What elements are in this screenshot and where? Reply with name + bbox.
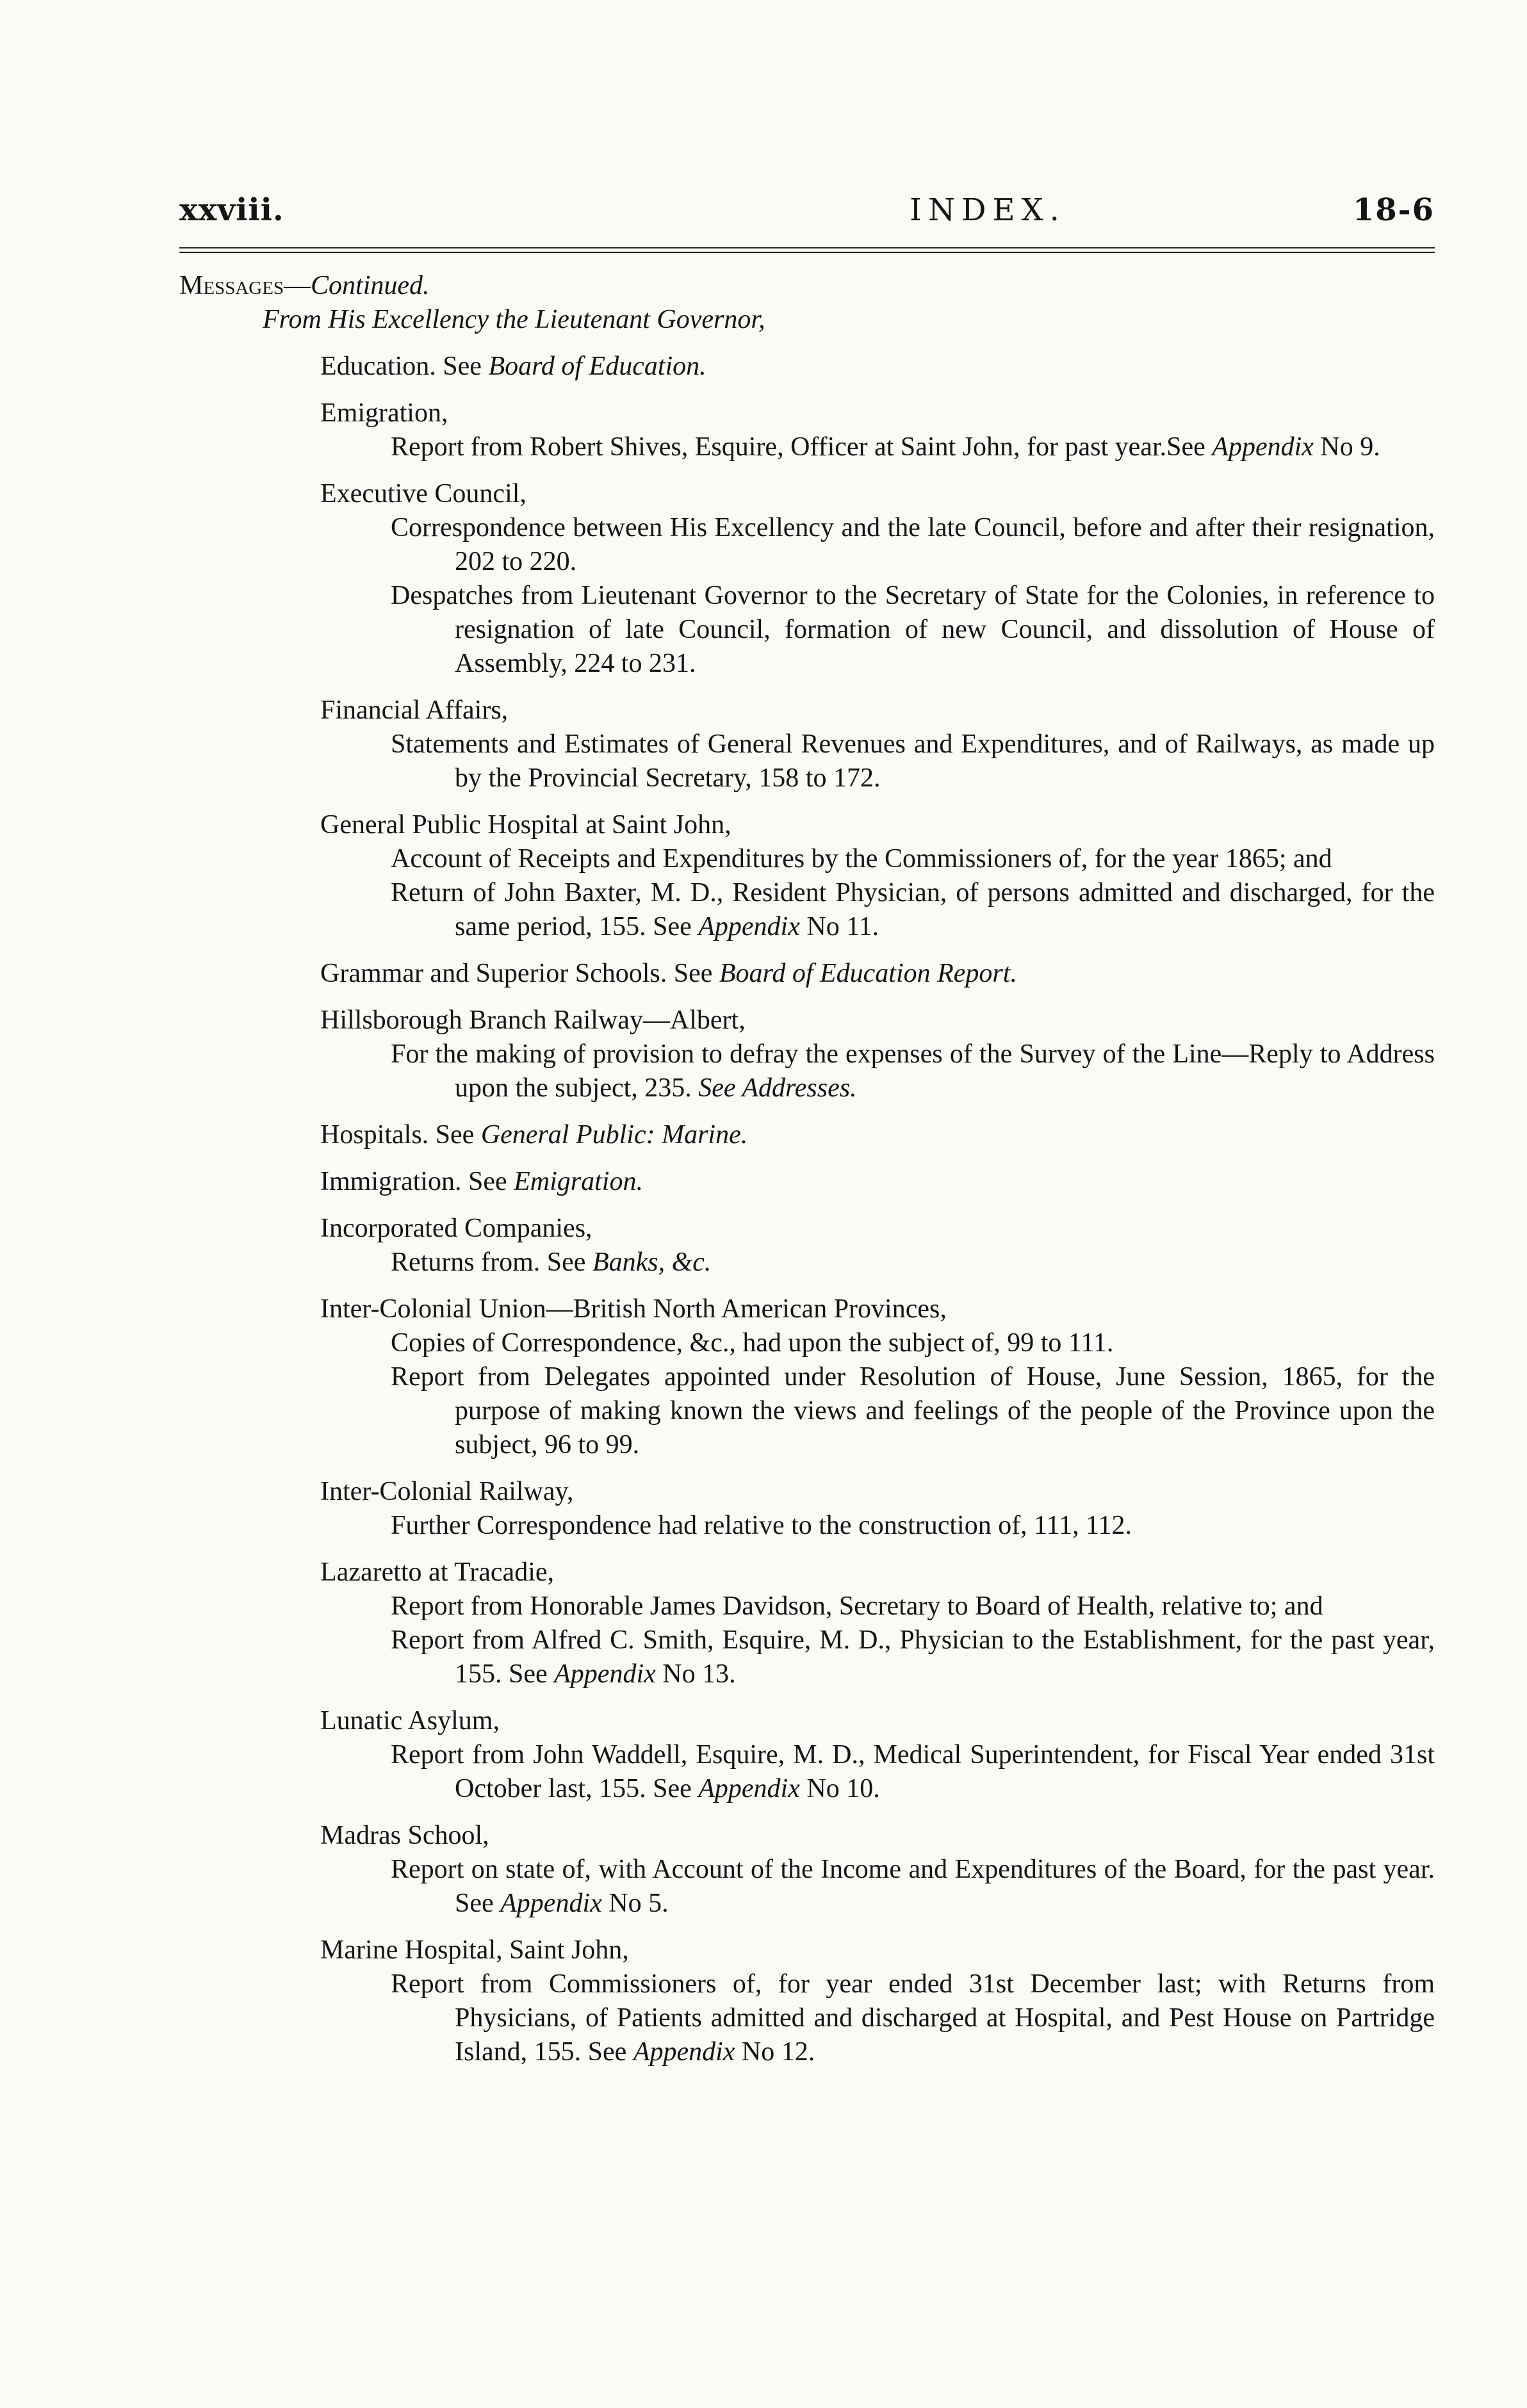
entry-title-text: Grammar and Superior Schools. bbox=[320, 959, 667, 988]
see-reference: General Public: Marine. bbox=[480, 1120, 748, 1150]
page-header bbox=[179, 192, 1435, 237]
see-reference: Board of Education Report. bbox=[719, 959, 1017, 988]
entry-title bbox=[320, 1292, 1435, 1326]
entry-item-text: Report from John Waddell, Esquire, M. D., Medical Superintendent, for Fiscal Year ended 31st October last, 155. bbox=[391, 1740, 1435, 1803]
see-label: See bbox=[673, 959, 719, 988]
entry-title-text: Inter-Colonial Railway, bbox=[320, 1477, 574, 1506]
see-tail: No 12. bbox=[735, 2037, 815, 2067]
entry-title-text: Hillsborough Branch Railway—Albert, bbox=[320, 1005, 746, 1035]
entry-title bbox=[320, 1556, 1435, 1590]
see-reference: Banks, &c. bbox=[592, 1248, 712, 1277]
entry-item bbox=[391, 511, 1435, 579]
entry-title-text: Inter-Colonial Union—British North American Provinces, bbox=[320, 1294, 947, 1324]
entry-item-text: Returns from. bbox=[391, 1248, 541, 1277]
entry-title-text: Lazaretto at Tracadie, bbox=[320, 1558, 554, 1587]
entry-item bbox=[391, 1623, 1435, 1691]
see-label: See bbox=[455, 1889, 501, 1918]
entry-item bbox=[391, 1853, 1435, 1921]
entry-item bbox=[391, 1590, 1435, 1623]
entry-item bbox=[391, 1246, 1435, 1280]
entry-title-text: General Public Hospital at Saint John, bbox=[320, 810, 731, 840]
entry-item-text: Account of Receipts and Expenditures by the Commissioners of, for the year 1865; and bbox=[391, 844, 1332, 874]
entry-item-text: Return of John Baxter, M. D., Resident Physician, of persons admitted and discharged, for the same period, 155. bbox=[391, 878, 1435, 941]
see-reference: Appendix bbox=[500, 1889, 602, 1918]
entry-item bbox=[391, 1037, 1435, 1105]
entry-title bbox=[320, 350, 1435, 384]
see-label: See bbox=[468, 1167, 514, 1196]
see-reference: Appendix bbox=[554, 1659, 656, 1689]
entry-title bbox=[320, 1118, 1435, 1152]
entry-item-text: Report from Delegates appointed under Resolution of House, June Session, 1865, for the purpose of making known the views and feelings of the people of the Province upon the subject, 96 to 99. bbox=[391, 1362, 1435, 1460]
entry-title-text: Incorporated Companies, bbox=[320, 1214, 592, 1243]
entry-title-text: Lunatic Asylum, bbox=[320, 1706, 500, 1736]
entry-item-text: For the making of provision to defray the expenses of the Survey of the Line—Reply to Address upon the subject, 235. bbox=[391, 1039, 1435, 1103]
entry-item bbox=[391, 1967, 1435, 2069]
entry-item bbox=[391, 1326, 1435, 1360]
index-content bbox=[179, 269, 1435, 2069]
entry-title-text: Financial Affairs, bbox=[320, 696, 509, 725]
see-reference: Appendix bbox=[698, 1774, 800, 1803]
entry-item bbox=[391, 1509, 1435, 1543]
entry-item-text: Report from Honorable James Davidson, Secretary to Board of Health, relative to; and bbox=[391, 1591, 1323, 1621]
entry-title-text: Madras School, bbox=[320, 1821, 489, 1850]
entry-item bbox=[391, 728, 1435, 795]
page-title: INDEX. bbox=[910, 192, 1066, 228]
entry-title bbox=[320, 1165, 1435, 1199]
entry-title bbox=[320, 1475, 1435, 1509]
see-reference: Emigration. bbox=[514, 1167, 643, 1196]
see-label: See bbox=[1166, 432, 1213, 462]
entry-title-text: Immigration. bbox=[320, 1167, 462, 1196]
see-label: See bbox=[502, 1659, 555, 1689]
entry-title bbox=[320, 694, 1435, 728]
see-tail: No 13. bbox=[655, 1659, 736, 1689]
entry-item-text: Statements and Estimates of General Revenues and Expenditures, and of Railways, as made up by the Provincial Secretary, 158 to 172. bbox=[391, 729, 1435, 793]
see-reference: Board of Education. bbox=[488, 352, 706, 381]
entry-list bbox=[179, 350, 1435, 2069]
entry-title bbox=[320, 1819, 1435, 1853]
entry-item-text: Despatches from Lieutenant Governor to the Secretary of State for the Colonies, in reference to resignation of late Council, formation of new Council, and dissolution of House of Assembly, 224 to 231. bbox=[391, 581, 1435, 678]
entry-item-text: Further Correspondence had relative to the construction of, 111, 112. bbox=[391, 1511, 1132, 1540]
entry-title-text: Marine Hospital, Saint John, bbox=[320, 1935, 629, 1965]
entry-title bbox=[320, 477, 1435, 511]
see-label: See bbox=[540, 1248, 592, 1277]
see-label: See bbox=[646, 912, 699, 941]
see-reference: Appendix bbox=[1212, 432, 1314, 462]
see-tail: No 11. bbox=[799, 912, 879, 941]
entry-title bbox=[320, 1704, 1435, 1738]
see-reference: Addresses. bbox=[742, 1073, 857, 1103]
see-label: See bbox=[646, 1774, 699, 1803]
see-tail: No 5. bbox=[601, 1889, 669, 1918]
entry-item bbox=[391, 1738, 1435, 1806]
section-heading: Messages—Continued. bbox=[179, 271, 430, 300]
entry-item bbox=[391, 876, 1435, 944]
see-tail: No 10. bbox=[799, 1774, 880, 1803]
entry-item-text: Report on state of, with Account of the Income and Expenditures of the Board, for the past year. bbox=[391, 1855, 1435, 1884]
entry-title-text: Hospitals. bbox=[320, 1120, 429, 1150]
see-tail: No 9. bbox=[1313, 432, 1380, 462]
entry-title-text: Executive Council, bbox=[320, 479, 527, 508]
entry-item-text: Correspondence between His Excellency and the late Council, before and after their resignation, 202 to 220. bbox=[391, 513, 1435, 576]
entry-title bbox=[320, 1004, 1435, 1037]
entry-title bbox=[320, 808, 1435, 842]
entry-item bbox=[391, 579, 1435, 681]
entry-title bbox=[320, 957, 1435, 991]
section-subheading: From His Excellency the Lieutenant Governor, bbox=[263, 305, 765, 334]
entry-item-text: Report from Alfred C. Smith, Esquire, M. D., Physician to the Establishment, for the past year, 155. bbox=[391, 1625, 1435, 1689]
entry-item-text: Report from Commissioners of, for year ended 31st December last; with Returns from Physicians, of Patients admitted and discharged at Hospital, and Pest House on Partridge Island, 155. bbox=[391, 1969, 1435, 2067]
see-reference: Appendix bbox=[698, 912, 800, 941]
entry-title-text: Education. bbox=[320, 352, 436, 381]
entry-title-text: Emigration, bbox=[320, 398, 448, 428]
entry-item bbox=[391, 1360, 1435, 1462]
entry-title bbox=[320, 1933, 1435, 1967]
see-label: See bbox=[443, 352, 489, 381]
see-label: See bbox=[691, 1073, 742, 1103]
see-label: See bbox=[435, 1120, 481, 1150]
entry-item-text: Report from Robert Shives, Esquire, Officer at Saint John, for past year. bbox=[391, 432, 1167, 462]
entry-item-text: Copies of Correspondence, &c., had upon the subject of, 99 to 111. bbox=[391, 1328, 1114, 1358]
year-label: 18-6 bbox=[1352, 192, 1435, 228]
entry-title bbox=[320, 396, 1435, 430]
see-label: See bbox=[581, 2037, 633, 2067]
page-number: xxviii. bbox=[179, 192, 284, 228]
entry-item bbox=[391, 842, 1435, 876]
entry-item bbox=[391, 430, 1435, 464]
header-rule bbox=[179, 247, 1435, 253]
see-reference: Appendix bbox=[633, 2037, 735, 2067]
entry-title bbox=[320, 1212, 1435, 1246]
